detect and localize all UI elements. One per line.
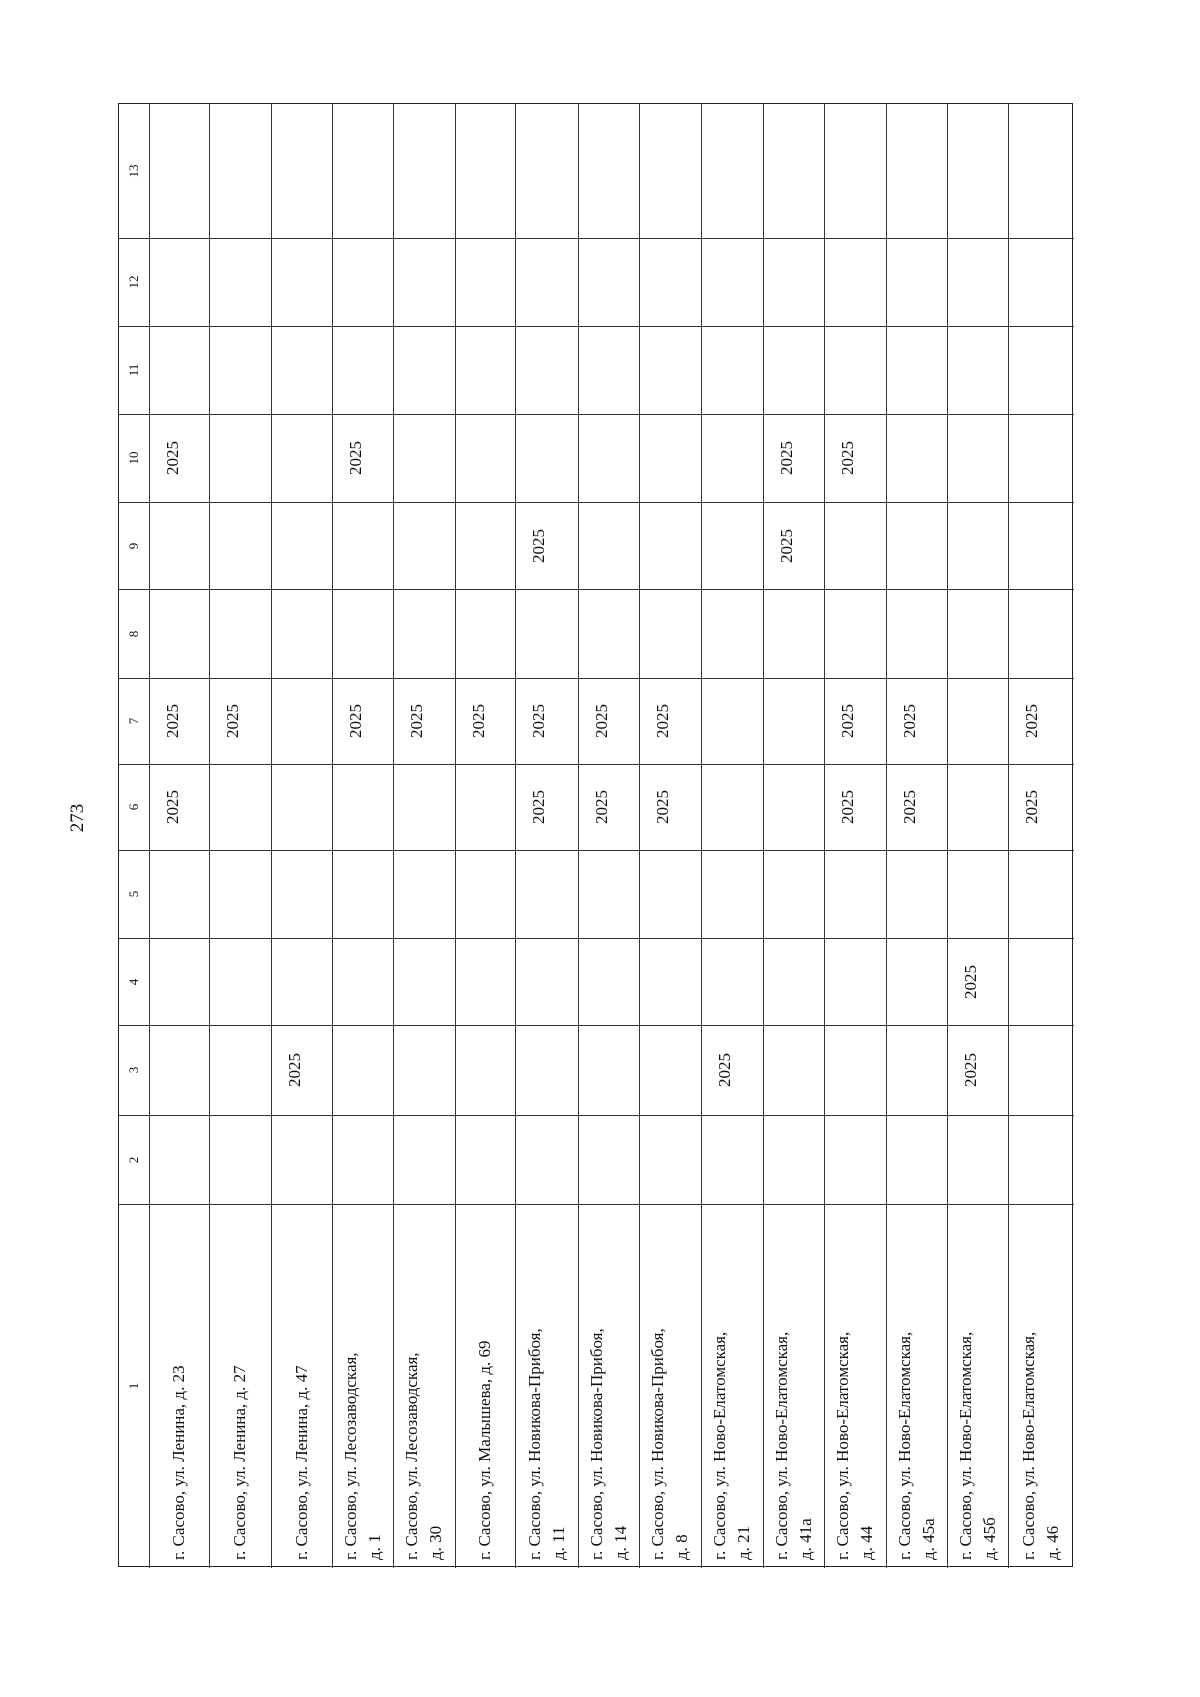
year-cell-col-7: 2025 <box>346 704 365 738</box>
address-cell <box>893 1210 941 1560</box>
column-header-11: 11 <box>126 363 141 377</box>
address-cell <box>770 1210 818 1560</box>
year-cell-col-7: 2025 <box>1022 704 1041 738</box>
column-header-2: 2 <box>126 1156 141 1163</box>
row-divider <box>947 104 948 1568</box>
year-cell-col-6: 2025 <box>1022 790 1041 824</box>
address-cell <box>167 1210 191 1560</box>
year-cell-col-3: 2025 <box>715 1053 734 1087</box>
column-divider <box>119 850 1074 851</box>
row-divider <box>455 104 456 1568</box>
address-line: г. Сасово, ул. Лесозаводская, <box>340 1352 360 1560</box>
column-header-9: 9 <box>126 542 141 549</box>
address-line: д. 21 <box>734 1525 753 1560</box>
address-line: г. Сасово, ул. Ново-Елатомская, <box>894 1331 914 1560</box>
year-cell-col-9: 2025 <box>777 528 796 563</box>
column-divider <box>119 678 1074 679</box>
column-header-4: 4 <box>126 978 141 985</box>
row-divider <box>332 104 333 1568</box>
column-header-13: 13 <box>126 164 141 178</box>
address-line: г. Сасово, ул. Ленина, д. 47 <box>291 1365 311 1560</box>
row-divider <box>515 104 516 1568</box>
address-line: г. Сасово, ул. Ново-Елатомская, <box>1019 1331 1038 1560</box>
row-divider <box>639 104 640 1568</box>
address-cell <box>585 1210 633 1560</box>
address-line: д. 44 <box>857 1525 876 1560</box>
address-line: г. Сасово, ул. Ново-Елатомская, <box>955 1331 975 1560</box>
address-cell <box>646 1210 694 1560</box>
row-divider <box>763 104 764 1568</box>
year-cell-col-3: 2025 <box>961 1053 980 1087</box>
data-table <box>118 103 1073 1567</box>
year-cell-col-6: 2025 <box>900 790 919 824</box>
year-cell-col-7: 2025 <box>163 704 182 738</box>
row-divider <box>824 104 825 1568</box>
year-cell-col-10: 2025 <box>346 441 365 475</box>
year-cell-col-7: 2025 <box>653 704 672 738</box>
row-divider <box>701 104 702 1568</box>
row-divider <box>209 104 210 1568</box>
row-divider <box>271 104 272 1568</box>
year-cell-col-6: 2025 <box>529 790 548 824</box>
year-cell-col-10: 2025 <box>163 441 182 475</box>
year-cell-col-7: 2025 <box>469 704 488 738</box>
year-cell-col-7: 2025 <box>900 704 919 738</box>
address-line: д. 8 <box>672 1534 691 1560</box>
year-cell-col-7: 2025 <box>592 704 611 738</box>
column-header-12: 12 <box>126 275 141 289</box>
address-cell <box>954 1210 1002 1560</box>
column-header-1: 1 <box>126 1382 141 1390</box>
address-line: д. 46 <box>1043 1525 1062 1560</box>
address-cell <box>339 1210 387 1560</box>
column-header-5: 5 <box>126 890 141 898</box>
row-divider <box>886 104 887 1568</box>
year-cell-col-6: 2025 <box>163 790 182 824</box>
address-line: г. Сасово, ул. Ленина, д. 23 <box>169 1365 188 1560</box>
address-line: г. Сасово, ул. Новикова-Прибоя, <box>586 1328 606 1560</box>
year-cell-col-9: 2025 <box>529 528 548 563</box>
address-line: д. 30 <box>426 1525 445 1560</box>
row-divider <box>149 104 150 1568</box>
address-line: д. 1 <box>364 1534 384 1560</box>
year-cell-col-4: 2025 <box>961 964 980 999</box>
year-cell-col-7: 2025 <box>529 704 548 738</box>
address-cell <box>228 1210 252 1560</box>
address-line: г. Сасово, ул. Ново-Елатомская, <box>771 1331 791 1560</box>
column-divider <box>119 764 1074 765</box>
column-divider <box>119 938 1074 939</box>
address-cell <box>400 1210 448 1560</box>
column-header-10: 10 <box>126 451 141 465</box>
year-cell-col-10: 2025 <box>777 441 796 475</box>
address-cell <box>831 1210 879 1560</box>
column-divider <box>119 502 1074 503</box>
address-line: д. 14 <box>610 1525 630 1560</box>
column-header-6: 6 <box>126 803 141 811</box>
address-line: д. 11 <box>548 1526 568 1560</box>
address-cell <box>1017 1210 1065 1560</box>
column-divider <box>119 1115 1074 1116</box>
address-line: г. Сасово, ул. Новикова-Прибоя, <box>524 1328 544 1560</box>
column-header-8: 8 <box>126 630 141 637</box>
year-cell-col-6: 2025 <box>592 790 611 824</box>
address-line: г. Сасово, ул. Ново-Елатомская, <box>833 1331 852 1560</box>
column-header-7: 7 <box>126 717 141 725</box>
address-line: г. Сасово, ул. Ново-Елатомская, <box>710 1331 729 1560</box>
address-line: г. Сасово, ул. Лесозаводская, <box>402 1352 421 1560</box>
column-divider <box>119 1025 1074 1026</box>
address-line: г. Сасово, ул. Ленина, д. 27 <box>230 1365 249 1560</box>
address-cell <box>290 1210 314 1560</box>
address-cell <box>708 1210 756 1560</box>
address-cell <box>523 1210 571 1560</box>
column-divider <box>119 589 1074 590</box>
column-divider <box>119 1204 1074 1205</box>
year-cell-col-7: 2025 <box>223 704 242 738</box>
year-cell-col-6: 2025 <box>838 790 857 824</box>
year-cell-col-6: 2025 <box>653 790 672 824</box>
address-line: д. 45б <box>979 1517 999 1560</box>
year-cell-col-7: 2025 <box>407 704 426 738</box>
year-cell-col-7: 2025 <box>838 704 857 738</box>
address-line: г. Сасово, ул. Малышева, д. 69 <box>475 1340 494 1560</box>
page-number: 273 <box>67 803 88 833</box>
address-line: г. Сасово, ул. Новикова-Прибоя, <box>648 1328 667 1560</box>
column-header-3: 3 <box>126 1066 141 1074</box>
year-cell-col-10: 2025 <box>838 441 857 475</box>
row-divider <box>1008 104 1009 1568</box>
year-cell-col-3: 2025 <box>285 1053 304 1087</box>
row-divider <box>578 104 579 1568</box>
column-divider <box>119 238 1074 239</box>
column-divider <box>119 414 1074 415</box>
address-line: д. 45а <box>918 1518 938 1560</box>
row-divider <box>393 104 394 1568</box>
address-cell <box>473 1210 497 1560</box>
address-line: д. 41а <box>795 1518 815 1560</box>
column-divider <box>119 326 1074 327</box>
